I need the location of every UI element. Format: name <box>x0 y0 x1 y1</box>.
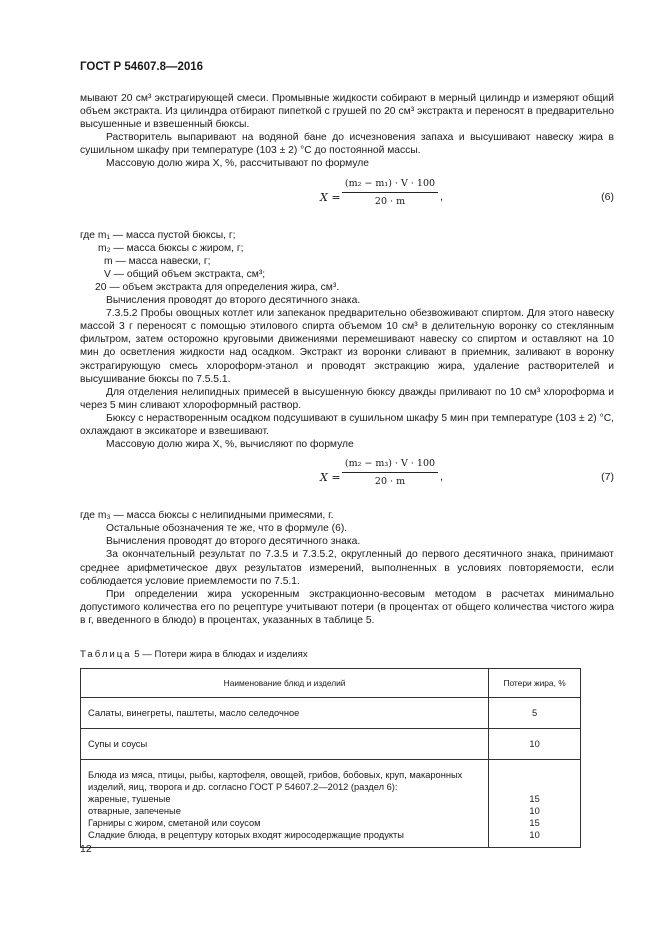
paragraph: Вычисления проводят до второго десятичного знака. <box>106 536 361 548</box>
table-cell: Супы и соусы <box>81 729 489 760</box>
page-number: 12 <box>80 843 92 855</box>
table-caption-text: 5 — Потери жира в блюдах и изделиях <box>134 649 308 660</box>
document-body <box>80 92 614 627</box>
table-caption <box>80 649 308 660</box>
formula-6 <box>80 177 614 225</box>
formula-numerator: (m₂ − m₃) · V · 100 <box>342 457 438 473</box>
group-item: Гарниры с жиром, сметаной или соусом <box>88 818 261 829</box>
formula-lhs: X = <box>320 190 341 204</box>
group-value: 15 <box>529 818 540 829</box>
group-item: Сладкие блюда, в рецептуру которых входят жиросодержащие продукты <box>88 830 404 841</box>
table-caption-label: Таблица <box>80 649 132 660</box>
variable-definition: m₂ — масса бюксы с жиром, г; <box>98 242 244 254</box>
column-header: Наименование блюд и изделий <box>81 669 489 698</box>
paragraph: Массовую долю жира X, %, рассчитывают по формуле <box>106 158 370 170</box>
variable-definition: где m₃ — масса бюксы с нелипидными примесями, г. <box>80 510 334 522</box>
table-cell <box>489 760 581 848</box>
group-value: 10 <box>529 830 540 841</box>
table-cell <box>81 760 489 848</box>
formula-numerator: (m₂ − m₁) · V · 100 <box>342 177 438 193</box>
group-value: 10 <box>529 806 540 817</box>
formula-comma: , <box>440 190 444 203</box>
paragraph: За окончательный результат по 7.3.5 и 7.3.5.2, округленный до первого десятичного знака, принимают среднее арифметическое двух результатов измерений, выполненных в условиях повторяемости, если соблюдается условие приемлемости по 7.5.1. <box>80 549 614 587</box>
paragraph: Массовую долю жира X, %, вычисляют по формуле <box>106 439 354 451</box>
group-intro: Блюда из мяса, птицы, рыбы, картофеля, овощей, грибов, бобовых, круп, макаронных изделий, яиц, творога и др. согласно ГОСТ Р 54607.2—2012 (раздел 6): <box>88 770 463 793</box>
formula-fraction <box>342 177 438 208</box>
group-value: 15 <box>529 794 540 805</box>
paragraph: Остальные обозначения те же, что в формуле (6). <box>106 523 348 535</box>
formula-7 <box>80 457 614 505</box>
formula-number: (7) <box>601 471 614 484</box>
formula-comma: , <box>440 471 444 484</box>
formula-denominator: 20 · m <box>374 476 406 488</box>
paragraph: Растворитель выпаривают на водяной бане до исчезновения запаха и высушивают навеску жира в сушильном шкафу при температуре (103 ± 2) °С до постоянной массы. <box>80 132 614 157</box>
group-item: жареные, тушеные <box>88 794 171 805</box>
paragraph: Бюксу с нерастворенным осадком подсушивают в сушильном шкафу 5 мин при температуре (103 ± 2) °С, охлаждают в эксикаторе и взвешивают. <box>80 412 614 437</box>
paragraph: Для отделения нелипидных примесей в высушенную бюксу дважды приливают по 10 см³ хлороформа и через 5 мин сливают хлороформный раствор. <box>80 386 614 411</box>
formula-number: (6) <box>601 190 614 203</box>
paragraph: Вычисления проводят до второго десятичного знака. <box>106 295 361 307</box>
table-cell: Салаты, винегреты, паштеты, масло селедочное <box>81 698 489 729</box>
document-header: ГОСТ Р 54607.8—2016 <box>80 61 204 73</box>
formula-fraction <box>342 457 438 488</box>
variable-definition: 20 — объем экстракта для определения жира, см³. <box>95 281 340 293</box>
table-cell: 10 <box>489 729 581 760</box>
variable-definition: где m₁ — масса пустой бюксы, г; <box>80 229 236 241</box>
table-row <box>81 729 581 760</box>
losses-table <box>80 668 581 848</box>
table-cell: 5 <box>489 698 581 729</box>
variable-definition: m — масса навески, г; <box>104 255 211 267</box>
formula-lhs: X = <box>320 471 341 485</box>
formula-denominator: 20 · m <box>374 195 406 207</box>
paragraph: При определении жира ускоренным экстракционно-весовым методом в расчетах минимально допустимого количества его по рецептуре учитывают потери (в процентах от общего количества чистого жира в г, введенного в блюдо) в процентах, указанных в таблице 5. <box>80 588 614 626</box>
table-row <box>81 760 581 848</box>
variable-definition: V — общий объем экстракта, см³; <box>104 268 266 280</box>
paragraph: мывают 20 см³ экстрагирующей смеси. Промывные жидкости собирают в мерный цилиндр и измеряют общий объем экстракта. Из цилиндра отбирают пипеткой с грушей по 20 см³ экстракта и переносят в предварительно высушенные и взвешенный бюксы. <box>80 93 614 131</box>
column-header: Потери жира, % <box>489 669 581 698</box>
table-header-row <box>81 669 581 698</box>
group-item: отварные, запеченые <box>88 806 181 817</box>
table-row <box>81 698 581 729</box>
paragraph: 7.3.5.2 Пробы овощных котлет или запеканок предварительно обезвоживают спиртом. Для этого навеску массой 3 г переносят с помощью этилового спирта объемом 10 см³ в делительную воронку со стеклянным фильтром, затем осторожно круговыми движениями перемешивают навеску со спиртом и оставляют на 10 мин до осветления жидкости над осадком. Экстракт из воронки сливают в приемник, заливают в воронку экстрагирующую смесь хлороформ-этанол и проводят экстракцию жира, удаление растворителей и высушивание бюксы по 7.5.5.1. <box>80 308 614 385</box>
